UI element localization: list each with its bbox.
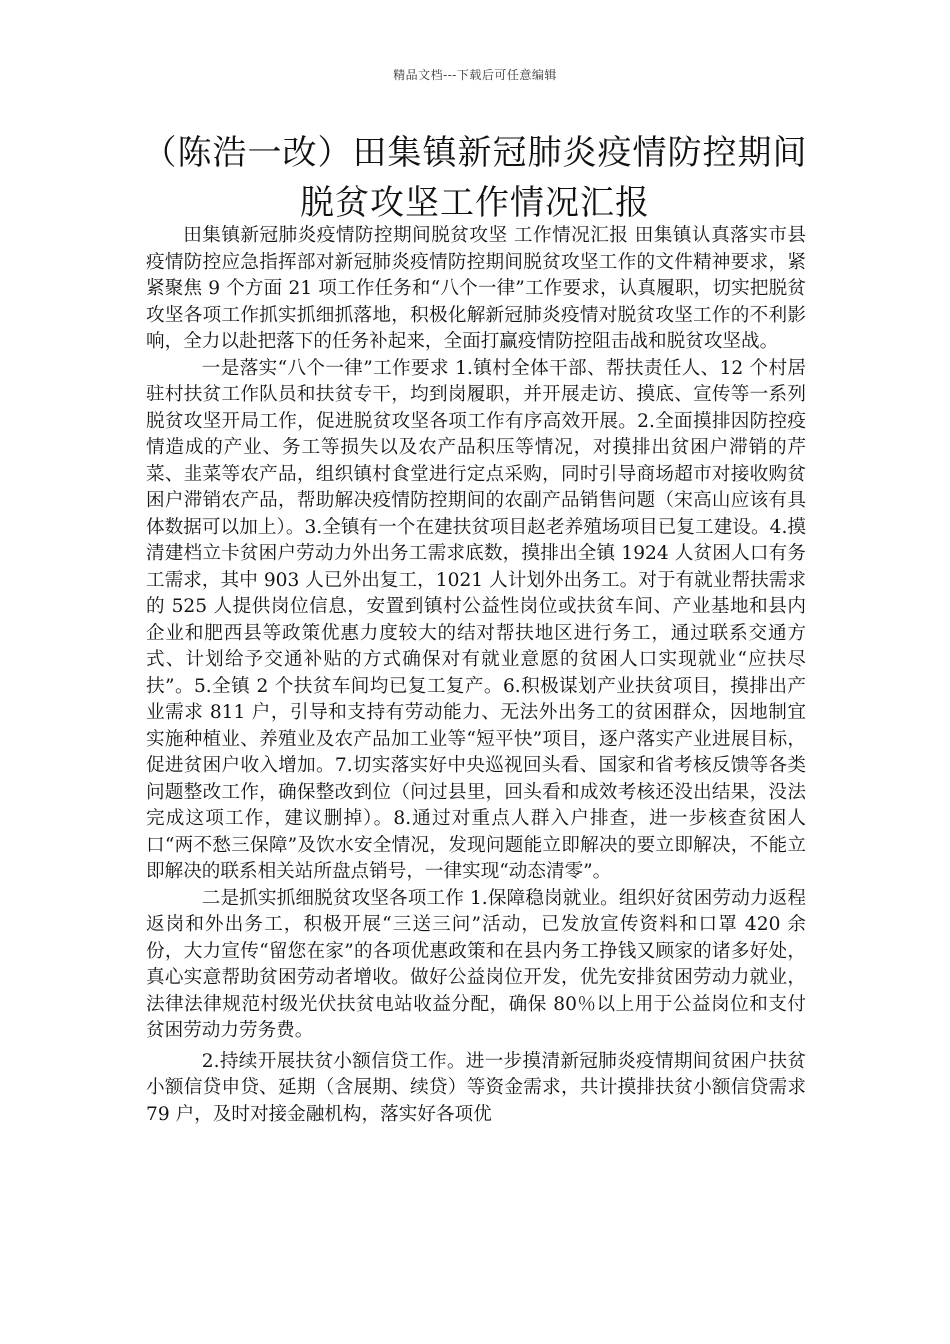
document-body (146, 223, 806, 1128)
body-paragraph-intro: 田集镇新冠肺炎疫情防控期间脱贫攻坚 工作情况汇报 田集镇认真落实市县疫情防控应急指挥部对新冠肺炎疫情防控期间脱贫攻坚工作的文件精神要求，紧紧聚焦 9 个方面 21 项工作任务和“八个一律”工作要求，认真履职，切实把脱贫攻坚各项工作抓实抓细抓落地，积极化解新冠肺炎疫情对脱贫攻坚工作的不利影响，全力以赴把落下的任务补起来，全面打赢疫情防控阻击战和脱贫攻坚战。 (146, 225, 806, 352)
page-header-note: 精品文档---下载后可任意编辑 (393, 68, 557, 82)
body-paragraph-section-one: 一是落实“八个一律”工作要求 1.镇村全体干部、帮扶责任人、12 个村居驻村扶贫工作队员和扶贫专干，均到岗履职，并开展走访、摸底、宣传等一系列脱贫攻坚开局工作，促进脱贫攻坚各项工作有序高效开展。2.全面摸排因防控疫情造成的产业、务工等损失以及农产品积压等情况，对摸排出贫困户滞销的芹菜、韭菜等农产品，组织镇村食堂进行定点采购，同时引导商场超市对接收购贫困户滞销农产品，帮助解决疫情防控期间的农副产品销售问题（宋高山应该有具体数据可以加上）。3.全镇有一个在建扶贫项目赵老养殖场项目已复工建设。4.摸清建档立卡贫困户劳动力外出务工需求底数，摸排出全镇 1924 人贫困人口有务工需求，其中 903 人已外出复工，1021 人计划外出务工。对于有就业帮扶需求的 525 人提供岗位信息，安置到镇村公益性岗位或扶贫车间、产业基地和县内企业和肥西县等政策优惠力度较大的结对帮扶地区进行务工，通过联系交通方式、计划给予交通补贴的方式确保对有就业意愿的贫困人口实现就业“应扶尽扶”。5.全镇 2 个扶贫车间均已复工复产。6.积极谋划产业扶贫项目，摸排出产业需求 811 户，引导和支持有劳动能力、无法外出务工的贫困群众，因地制宜实施种植业、养殖业及农产品加工业等“短平快”项目，逐户落实产业进展目标，促进贫困户收入增加。7.切实落实好中央巡视回头看、国家和省考核反馈等各类问题整改工作，确保整改到位（问过县里，回头看和成效考核还没出结果，没法完成这项工作，建议删掉）。8.通过对重点人群入户排查，进一步核查贫困人口“两不愁三保障”及饮水安全情况，发现问题能立即解决的要立即解决，不能立即解决的联系相关站所盘点销号，一律实现“动态清零”。 (146, 357, 806, 882)
body-paragraph-section-two: 二是抓实抓细脱贫攻坚各项工作 1.保障稳岗就业。组织好贫困劳动力返程返岗和外出务工，积极开展“三送三问”活动，已发放宣传资料和口罩 420 余份，大力宣传“留您在家”的各项优惠政策和在县内务工挣钱又顾家的诸多好处，真心实意帮助贫困劳动者增收。做好公益岗位开发，优先安排贫困劳动力就业，法律法律规范村级光伏扶贫电站收益分配，确保 80％以上用于公益岗位和支付贫困劳动力劳务费。 (146, 887, 806, 1041)
document-title: （陈浩一改）田集镇新冠肺炎疫情防控期间脱贫攻坚工作情况汇报 (142, 133, 808, 223)
body-paragraph-microcredit: 2.持续开展扶贫小额信贷工作。进一步摸清新冠肺炎疫情期间贫困户扶贫小额信贷申贷、延期（含展期、续贷）等资金需求，共计摸排扶贫小额信贷需求 79 户，及时对接金融机构，落实好各项优 (146, 1050, 806, 1125)
